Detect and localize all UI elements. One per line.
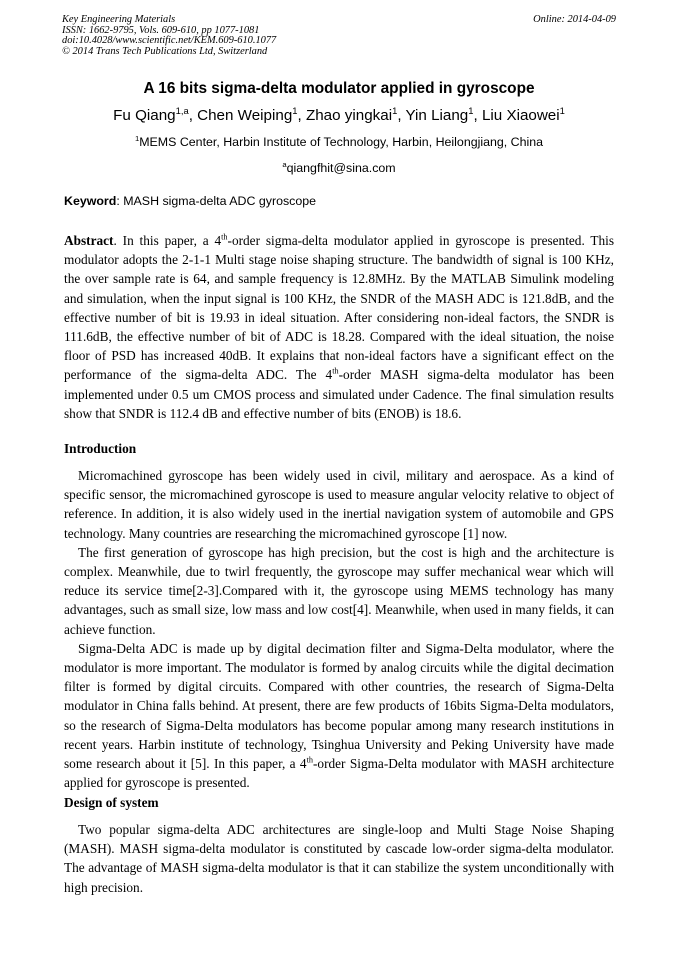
author-name: Fu Qiang bbox=[113, 107, 176, 124]
abstract-label: Abstract bbox=[64, 233, 114, 248]
affiliation-text: MEMS Center, Harbin Institute of Technology, Harbin, Heilongjiang, China bbox=[139, 135, 544, 149]
author-affil-mark: 1 bbox=[392, 104, 398, 116]
author-name: Chen Weiping bbox=[197, 107, 293, 124]
email-text: qiangfhit@sina.com bbox=[286, 161, 396, 175]
author-email bbox=[0, 160, 678, 176]
abstract-sup: th bbox=[221, 232, 228, 242]
abstract-text: -order sigma-delta modulator applied in gyroscope is presented. This modulator adopts the 2-1-1 Multi stage noise shaping structure. The bandwidth of signal is 100 KHz, the over sample rate is 64, and sample frequency is 12.8MHz. By the MATLAB Simulink modeling and simulation, when the input signal is 100 KHz, the SNDR of the MASH ADC is 121.8dB, and the effective number of bit is 19.93 in ideal situation. After considering non-ideal factors, the SNDR is 111.6dB, the effective number of bit of ADC is 18.28. Compared with the ideal situation, the noise floor of PSD has increased 40dB. It explains that non-ideal factors have a significant effect on the performance of the sigma-delta ADC. The 4 bbox=[64, 233, 615, 383]
affiliation bbox=[0, 134, 678, 150]
journal-copyright: © 2014 Trans Tech Publications Ltd, Switzerland bbox=[62, 45, 268, 57]
author-affil-mark: 1 bbox=[468, 104, 474, 116]
paragraph: Two popular sigma-delta ADC architectures are single-loop and Multi Stage Noise Shaping (MASH). MASH sigma-delta modulator is constituted by cascade low-order sigma-delta modulator. The advantage of MASH sigma-delta modulator is that it can stabilize the system unconditionally with high precision. bbox=[64, 822, 614, 895]
journal-issn: ISSN: 1662-9795, Vols. 609-610, pp 1077-1081 bbox=[62, 24, 260, 36]
abstract-text: . In this paper, a 4 bbox=[113, 233, 222, 248]
affiliation-mark: 1 bbox=[134, 133, 140, 143]
journal-name: Key Engineering Materials bbox=[62, 14, 176, 25]
paragraph-text: -order Sigma-Delta modulator with MASH architecture applied for gyroscope is presented. bbox=[64, 756, 614, 791]
section-heading-introduction: Introduction bbox=[64, 441, 137, 456]
online-date: Online: 2014-04-09 bbox=[533, 14, 616, 25]
paragraph bbox=[64, 639, 614, 793]
author-name: Yin Liang bbox=[405, 107, 469, 124]
email-mark: a bbox=[282, 159, 287, 169]
author-name: Liu Xiaowei bbox=[481, 107, 560, 124]
author-affil-mark: 1 bbox=[559, 104, 565, 116]
paragraph: The first generation of gyroscope has high precision, but the cost is high and the architecture is complex. Meanwhile, due to twirl frequently, the gyroscope may suffer mechanical wear which will reduce its service time[2-3].Compared with it, the gyroscope using MEMS technology has many advantages, such as small size, low mass and low cost[4]. Meanwhile, when used in many fields, it can achieve function. bbox=[64, 544, 614, 637]
paragraph-sup: th bbox=[306, 755, 313, 765]
section-heading-design: Design of system bbox=[64, 795, 159, 810]
keyword-text: : MASH sigma-delta ADC gyroscope bbox=[116, 194, 317, 208]
abstract bbox=[64, 231, 614, 423]
author-name: Zhao yingkai bbox=[305, 107, 393, 124]
keywords bbox=[64, 193, 316, 209]
paper-title: A 16 bits sigma-delta modulator applied in gyroscope bbox=[143, 80, 535, 97]
author-affil-mark: 1 bbox=[292, 104, 298, 116]
design-section bbox=[64, 820, 614, 897]
journal-header bbox=[62, 15, 276, 57]
author-affil-mark: 1,a bbox=[175, 104, 189, 116]
paragraph: Micromachined gyroscope has been widely used in civil, military and aerospace. As a kind of specific sensor, the micromachined gyroscope is used to measure angular velocity relative to object of reference. In addition, it is also widely used in the inertial navigation system of automobile and GPS technology. Many countries are researching the micromachined gyroscope [1] now. bbox=[64, 468, 614, 541]
abstract-sup: th bbox=[332, 367, 339, 376]
keyword-label: Keyword bbox=[64, 194, 117, 208]
abstract-text: -order MASH sigma-delta modulator has been implemented under 0.5 um CMOS process and simulated under Cadence. The final simulation results show that SNDR is 112.4 dB and effective number of bits (ENOB) is 18.6. bbox=[64, 367, 614, 421]
journal-doi: doi:10.4028/www.scientific.net/KEM.609-610.1077 bbox=[62, 35, 277, 47]
paragraph-text: Sigma-Delta ADC is made up by digital decimation filter and Sigma-Delta modulator, where the modulator is more important. The modulator is formed by analog circuits while the digital decimation filter is formed by digital circuits. Compared with other countries, the research of Sigma-Delta modulator in China falls behind. At present, there are few products of 16bits Sigma-Delta modulators, so the research of Sigma-Delta modulators has become popular among many research institutions in recent years. Harbin institute of technology, Tsinghua University and Peking University have made some research about it [5]. In this paper, a 4 bbox=[64, 640, 614, 772]
introduction-section bbox=[64, 466, 614, 792]
author-list: Fu Qiang$^{1,a}$, Chen Weiping$^1$, Zhao yingkai$^1$, Yin Liang$^1$, Liu Xiaowei$^1$ bbox=[113, 104, 565, 124]
